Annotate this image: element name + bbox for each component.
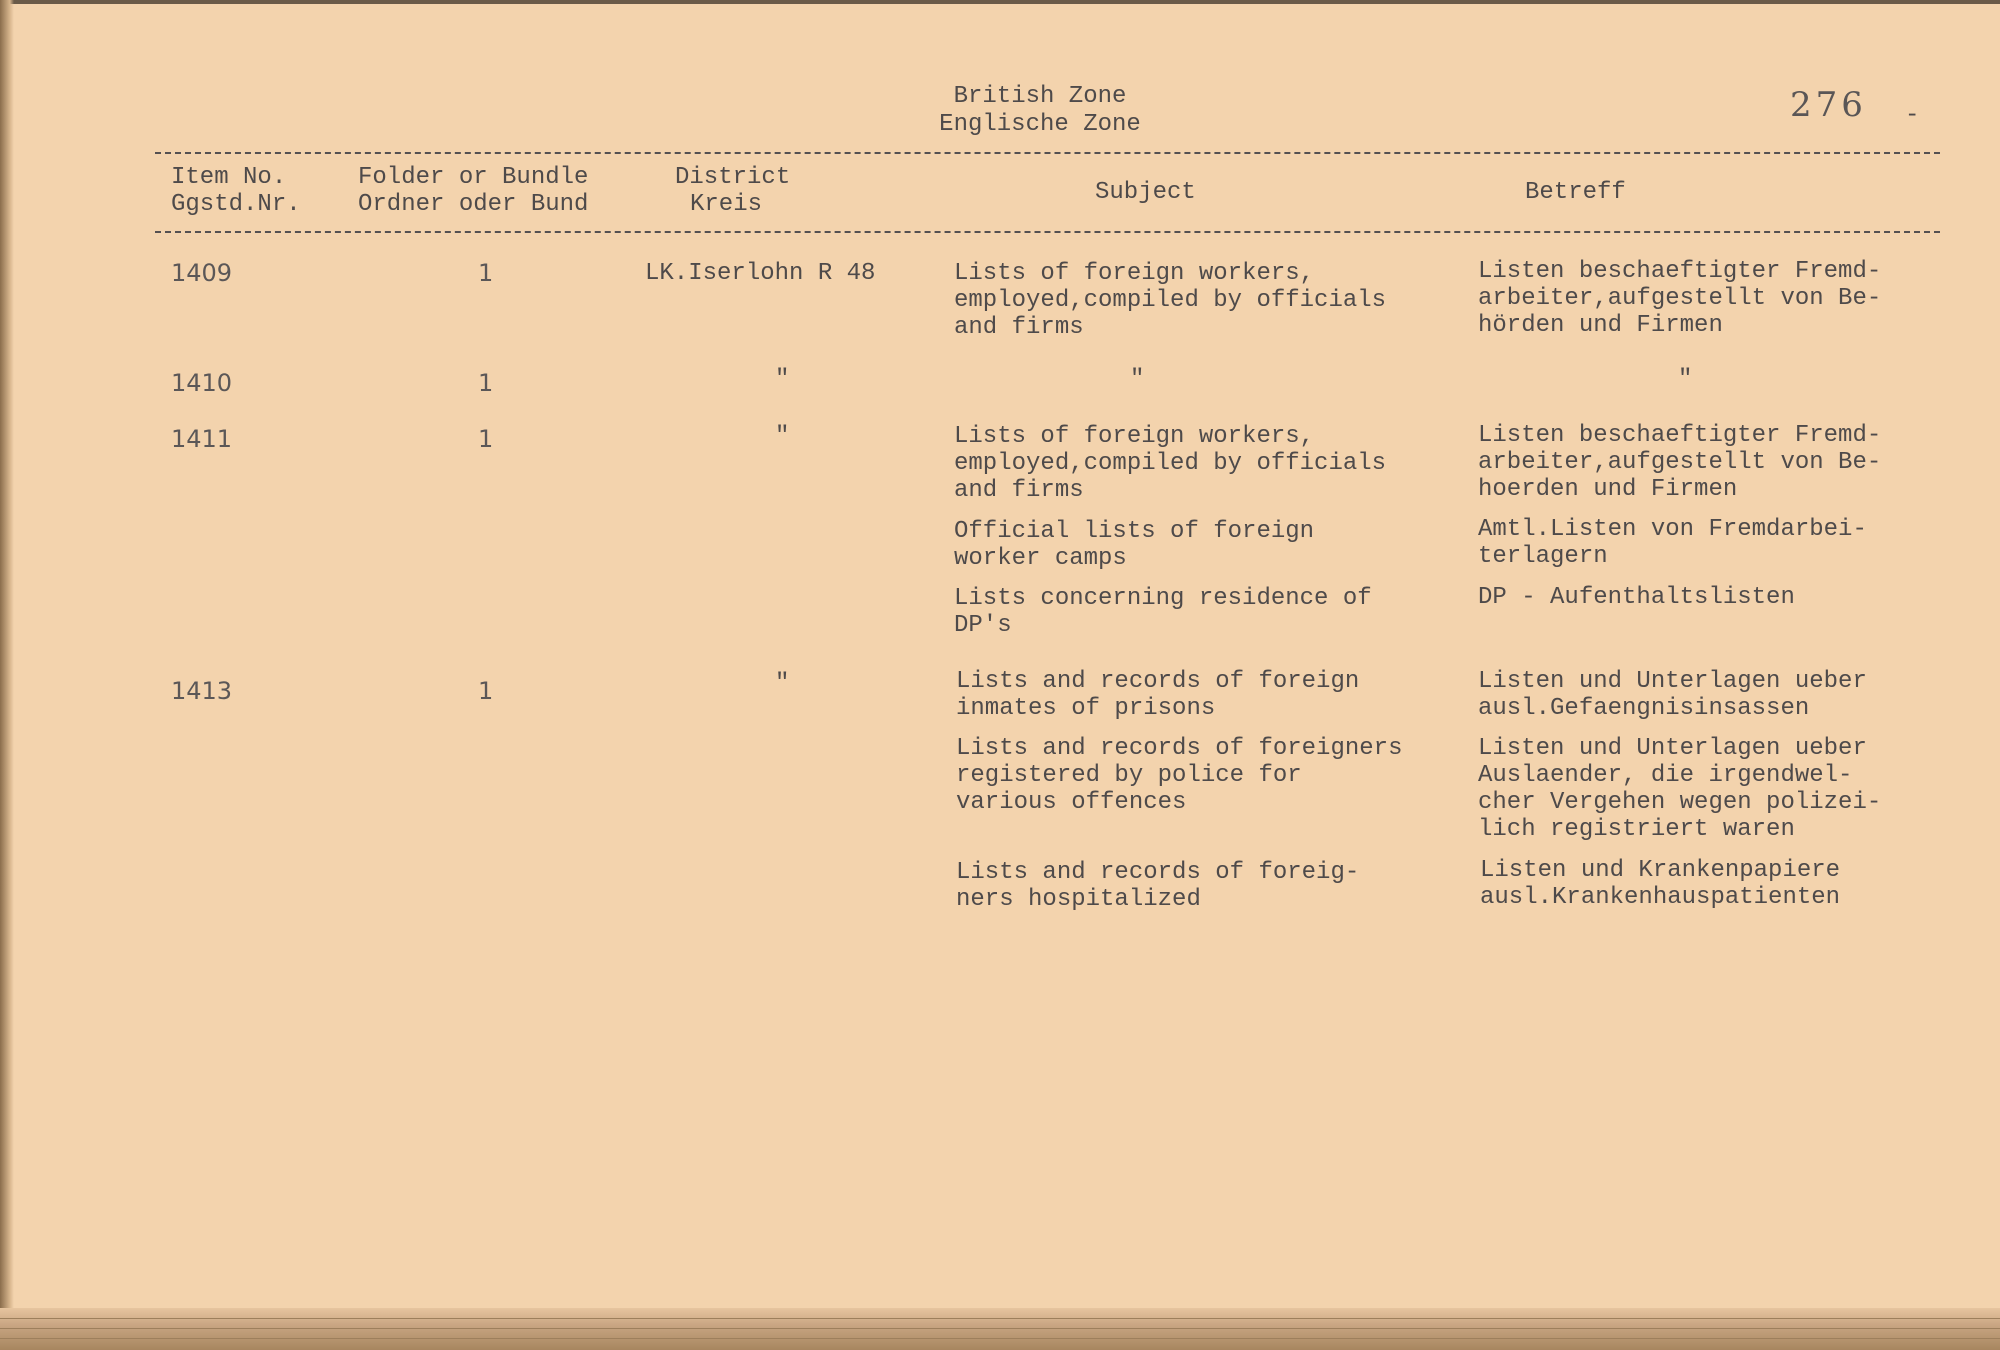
subject: Lists and records of foreign inmates of prisons	[956, 668, 1360, 722]
subject-ditto: "	[1130, 366, 1145, 393]
column-header-district-en: District	[675, 164, 791, 191]
folder-count: 1	[478, 369, 494, 397]
column-header-item-de: Ggstd.Nr.	[171, 191, 301, 218]
column-header-district-de: Kreis	[690, 191, 763, 218]
page-top-edge	[0, 0, 2000, 4]
betreff: Listen und Unterlagen ueber Auslaender, die irgendwel- cher Vergehen wegen polizei- lich registriert waren	[1478, 735, 1882, 843]
item-number: 1411	[171, 425, 233, 453]
column-header-folder-de: Ordner oder Bund	[358, 191, 589, 218]
subject: Lists of foreign workers, employed,compiled by officials and firms	[954, 423, 1387, 504]
folder-count: 1	[478, 425, 494, 453]
subject: Lists and records of foreig- ners hospitalized	[956, 859, 1360, 913]
district-ditto: "	[775, 670, 790, 697]
subject: Lists of foreign workers, employed,compiled by officials and firms	[954, 260, 1387, 341]
column-header-subject: Subject	[1095, 179, 1196, 206]
subject: Lists concerning residence of DP's	[954, 585, 1372, 639]
item-number: 1410	[171, 369, 233, 397]
betreff: Listen und Krankenpapiere ausl.Krankenhauspatienten	[1480, 857, 1841, 911]
column-header-folder-en: Folder or Bundle	[358, 164, 589, 191]
betreff: Listen und Unterlagen ueber ausl.Gefaengnisinsassen	[1478, 668, 1867, 722]
betreff: Amtl.Listen von Fremdarbei- terlagern	[1478, 516, 1867, 570]
header-rule-bottom	[155, 231, 1940, 233]
page-stack-edge	[0, 1308, 2000, 1350]
column-header-item-en: Item No.	[171, 164, 287, 191]
folder-count: 1	[478, 259, 494, 287]
folder-count: 1	[478, 677, 494, 705]
betreff: Listen beschaeftigter Fremd- arbeiter,aufgestellt von Be- hoerden und Firmen	[1478, 422, 1882, 503]
betreff-ditto: "	[1678, 366, 1693, 393]
subject: Official lists of foreign worker camps	[954, 518, 1315, 572]
page-number: 276	[1790, 85, 1867, 125]
item-number: 1409	[171, 259, 233, 287]
zone-title-en: British Zone	[953, 83, 1127, 110]
subject: Lists and records of foreigners registered by police for various offences	[956, 735, 1403, 816]
binding-shadow	[0, 0, 14, 1350]
district: LK.Iserlohn R 48	[645, 260, 876, 287]
zone-title-de: Englische Zone	[939, 111, 1141, 138]
betreff: DP - Aufenthaltslisten	[1478, 584, 1795, 611]
district-ditto: "	[775, 423, 790, 450]
column-header-betreff: Betreff	[1525, 179, 1626, 206]
item-number: 1413	[171, 677, 233, 705]
header-rule-top	[155, 152, 1940, 154]
betreff: Listen beschaeftigter Fremd- arbeiter,aufgestellt von Be- hörden und Firmen	[1478, 258, 1882, 339]
district-ditto: "	[775, 366, 790, 393]
page-number-dash: -	[1905, 102, 1920, 129]
